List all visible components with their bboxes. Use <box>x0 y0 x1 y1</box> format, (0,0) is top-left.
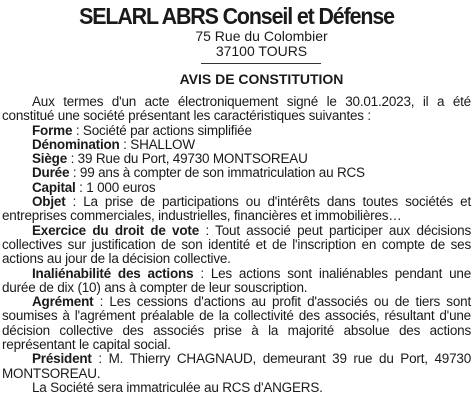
field-capital <box>2 181 471 195</box>
field-value: : Les cessions d'actions au profit d'associés ou de tiers sont soumises à l'agrément préalable de la collectivité des associés, résultant d'une décision collective des associés prise à la majorité absolue des actions représentant le capital social. <box>2 294 471 353</box>
field-label: Inaliénabilité des actions <box>32 265 194 281</box>
field-label: Objet <box>32 194 66 210</box>
field-label: Capital <box>32 179 76 195</box>
field-objet <box>2 195 471 224</box>
field-value: : Société par actions simplifiée <box>72 122 252 138</box>
field-value: : 99 ans à compter de son immatriculation au RCS <box>69 165 365 181</box>
notice-body <box>0 95 471 395</box>
field-value: : La prise de participations ou d'intérêts dans toutes sociétés et entreprises commerciales, industrielles, financières et immobilières… <box>2 194 471 224</box>
field-droit-de-vote <box>2 224 471 267</box>
header-divider <box>201 63 321 64</box>
field-value: : SHALLOW <box>119 136 195 152</box>
field-label: Siège <box>32 151 68 167</box>
field-president <box>2 352 471 381</box>
field-label: Forme <box>32 122 73 138</box>
firm-name: SELARL ABRS Conseil et Défense <box>79 3 394 29</box>
field-value: : M. Thierry CHAGNAUD, demeurant 39 rue du Port, 49730 MONTSOREAU. <box>2 351 471 381</box>
firm-street-address: 75 Rue du Colombier <box>195 28 328 44</box>
field-inalienabilite <box>2 267 471 296</box>
closing-paragraph: La Société sera immatriculée au RCS d'ANGERS. <box>32 379 323 395</box>
field-label: Exercice du droit de vote <box>32 222 200 238</box>
field-value: : Tout associé peut participer aux décisions collectives sur justification de son identité et de l'inscription en compte de ses actions au jour de la décision collective. <box>2 222 471 267</box>
intro-paragraph: Aux termes d'un acte électroniquement signé le 30.01.2023, il a été constitué une société présentant les caractéristiques suivantes : <box>2 94 471 124</box>
notice-heading: AVIS DE CONSTITUTION <box>179 71 344 87</box>
document-header <box>0 4 473 87</box>
field-value: : 1 000 euros <box>75 179 156 195</box>
firm-city-address: 37100 TOURS <box>215 43 308 59</box>
field-label: Durée <box>32 165 70 181</box>
field-label: Agrément <box>32 294 94 310</box>
field-forme <box>2 124 471 138</box>
field-denomination <box>2 138 471 152</box>
field-duree <box>2 166 471 180</box>
field-agrement <box>2 295 471 352</box>
field-siege <box>2 152 471 166</box>
field-value: : 39 Rue du Port, 49730 MONTSOREAU <box>67 151 308 167</box>
field-label: Président <box>32 351 92 367</box>
field-label: Dénomination <box>32 136 120 152</box>
field-value: : Les actions sont inaliénables pendant une durée de dix (10) ans à compter de leur souscription. <box>2 265 472 295</box>
